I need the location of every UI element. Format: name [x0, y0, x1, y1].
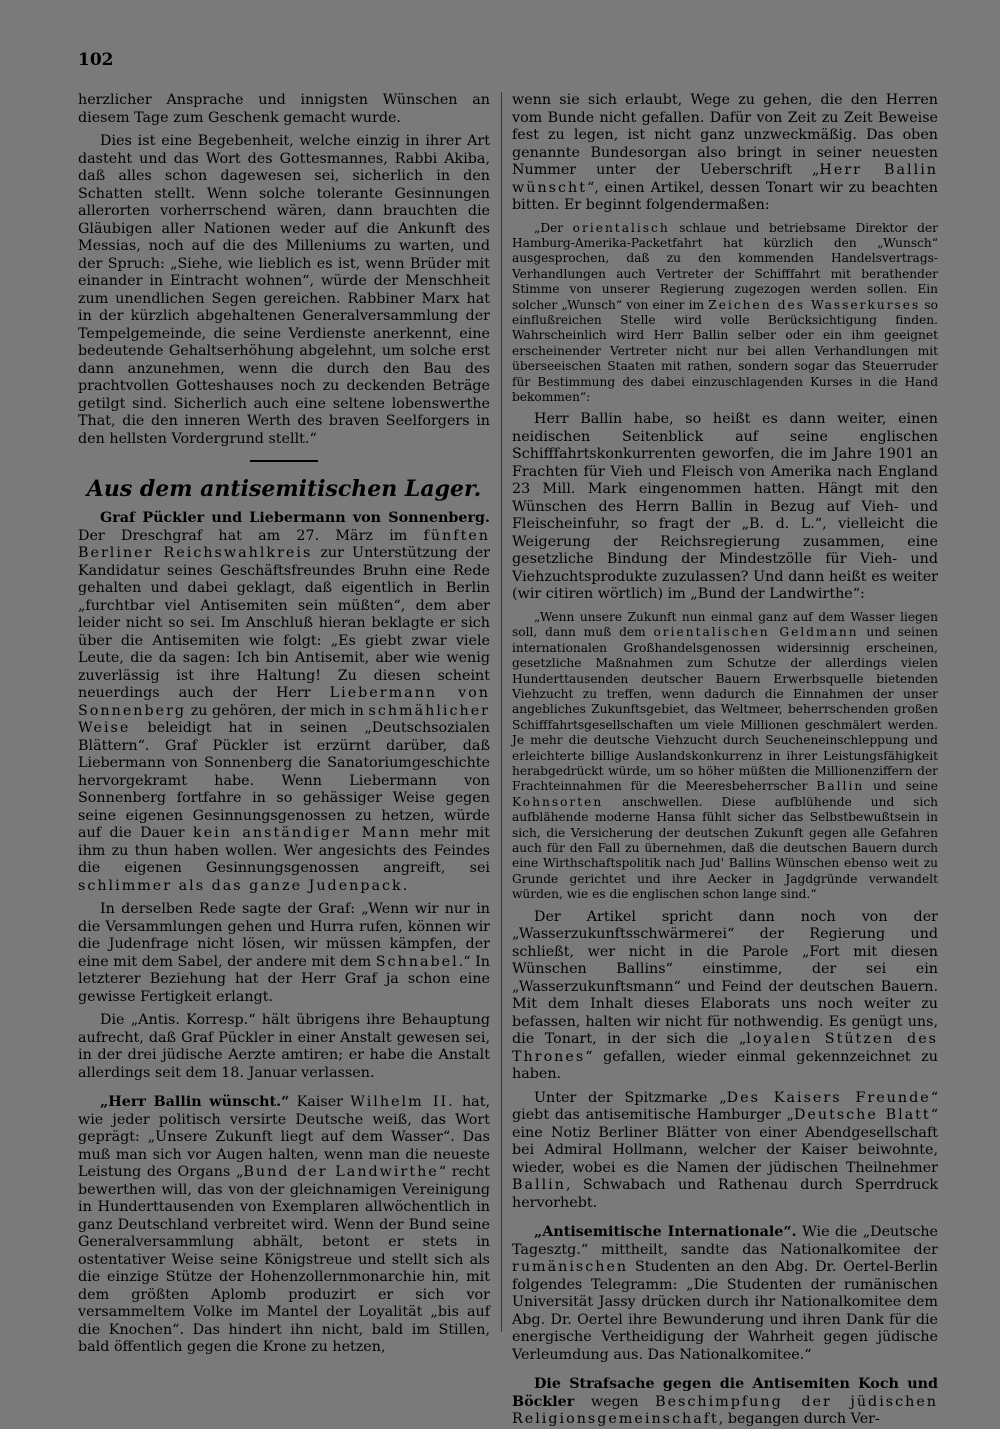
paragraph: Dies ist eine Begebenheit, welche einzig in ihrer Art dasteht und das Wort des Gottesmannes, Rabbi Akiba, daß alles schon dagewesen sei, sicherlich in den Schatten stellt. Wenn solche tolerante Gesinnungen allerorten vorherrschend wären, dann brauchten die Gläubigen aller Nationen weder auf die Ankunft des Messias, noch auf die des Milleniums zu warten, und der Spruch: „Siehe, wie lieblich es ist, wenn Brüder mit einander in Eintracht wohnen“, würde der Menschheit zum unendlichen Segen gereichen. Rabbiner Marx hat in der kürzlich abgehaltenen Generalversammlung der Tempelgemeinde, die seine Verdienste anerkennt, eine bedeutende Gehaltserhöhung abgelehnt, um solche erst dann anzunehmen, wenn die durch den Bau des prachtvollen Gotteshauses noch zu deckenden Beträge getilgt sind. Sicherlich auch eine seltene lobenswerthe That, die den inneren Werth des braven Seelforgers in den hellsten Vordergrund stellt.“ — [78, 133, 490, 447]
quotation: „Der orientalisch schlaue und betriebsame Direktor der Hamburg-Amerika-Packetfahrt hat kürzlich den „Wunsch“ ausgesprochen, daß zu den kommenden Handelsvertrags-Verhandlungen auch Vertreter der Schifffahrt mit berathender Stimme von unserer Regierung zugezogen werden sollen. Ein solcher „Wunsch“ von einer im Zeichen des Wasserkurses so einflußreichen Stelle wird volle Berücksichtigung finden. Wahrscheinlich wird Herr Ballin selber oder ein ihm geeignet erscheinender Vertreter nicht nur bei allen Verhandlungen mit überseeischen Staaten mit rathen, sondern sogar das Steuerruder für Bestimmung des dabei einzuschlagenden Kurses in die Hand bekommen“: — [512, 220, 938, 404]
right-column — [512, 92, 938, 1429]
article-strafsache: Die Strafsache gegen die Antisemiten Koch und Böckler wegen Beschimpfung der jüdischen Religionsgemeinschaft, begangen durch Ver- — [512, 1376, 938, 1428]
article-title: „Herr Ballin wünscht.“ — [100, 1094, 290, 1110]
left-column — [78, 92, 490, 1357]
article-graf-pueckler: Graf Pückler und Liebermann von Sonnenberg. Der Dreschgraf hat am 27. März im fünften Berliner Reichswahlkreis zur Unterstützung der Kandidatur seines Geschäftsfreundes Bruhn eine Rede gehalten und dabei geklagt, daß eigentlich in Berlin „furchtbar viel Antisemiten sein müßten“, dem aber leider nicht so sei. Im Anschluß hieran beklagte er sich über die Antisemiten wie folgt: „Es giebt zwar viele Leute, die da sagen: Ich bin Antisemit, aber wie wenig zuverlässig ist ihre Haltung! Zu diesen scheint neuerdings auch der Herr Liebermann von Sonnenberg zu gehören, der mich in schmählicher Weise beleidigt hat in seinen „Deutschsozialen Blättern“. Graf Pückler ist erzürnt darüber, daß Liebermann von Sonnenberg die Sanatoriumgeschichte hervorgekramt habe. Wenn Liebermann von Sonnenberg fortfahre in so gehässiger Weise gegen seine eigenen Gesinnungsgenossen zu hetzen, würde auf die Dauer kein anständiger Mann mehr mit ihm zu thun haben wollen. Wer angesichts des Feindes die eigenen Gesinnungsgenossen angreift, sei schlimmer als das ganze Judenpack. — [78, 510, 490, 894]
paragraph: Der Artikel spricht dann noch von der „Wasserzukunftsschwärmerei“ der Regierung und schließt, wer nicht in die Parole „Fort mit diesen Wünschen Ballins“ einstimme, der sei ein „Wasserzukunftsmann“ und Feind der deutschen Bauern. Mit dem Inhalt dieses Elaborats uns noch weiter zu befassen, halten wir nicht für nothwendig. Es genügt uns, die Tonart, in der sich die „loyalen Stützen des Thrones“ gefallen, wieder einmal gekennzeichnet zu haben. — [512, 908, 938, 1083]
paragraph: Unter der Spitzmarke „Des Kaisers Freunde“ giebt das antisemitische Hamburger „Deutsche Blatt“ eine Notiz Berliner Blätter von einer Abendgesellschaft bei Admiral Hollmann, welcher der Kaiser beiwohnte, wieder, wobei es die Namen der jüdischen Theilnehmer Ballin, Schwabach und Rathenau durch Sperrdruck hervorhebt. — [512, 1089, 938, 1211]
article-title: Die Strafsache gegen die Antisemiten Koch und Böckler — [512, 1376, 938, 1410]
paragraph: wenn sie sich erlaubt, Wege zu gehen, die den Herren vom Bunde nicht gefallen. Dafür von Zeit zu Zeit Beweise fest zu legen, ist nicht ganz unzweckmäßig. Das oben genannte Bundesorgan also bringt in seiner neuesten Nummer unter der Ueberschrift „Herr Ballin wünscht“, einen Artikel, dessen Tonart wir zu beachten bitten. Er beginnt folgendermaßen: — [512, 92, 938, 213]
section-divider — [250, 460, 318, 462]
section-heading: Aus dem antisemitischen Lager. — [86, 476, 482, 502]
quotation: „Wenn unsere Zukunft nun einmal ganz auf dem Wasser liegen soll, dann muß dem orientalischen Geldmann und seinen internationalen Großhandelsgenossen widersinnig erscheinen, gesetzliche Maßnahmen zum Schutze der allerdings vielen Hunderttausenden deutscher Bauern Erwerbsquelle bietenden Viehzucht zu treffen, wenn dadurch die Einnahmen der unser angebliches Zukunftsgebiet, das Weltmeer, beherrschenden großen Schifffahrtsgesellschaften um viele Millionen geschmälert werden. Je mehr die deutsche Viehzucht durch Seucheneinschleppung und erleichterte billige Auslandskonkurrenz in ihrer Leistungsfähigkeit herabgedrückt würde, um so höher müßten die Millionenziffern der Frachteinnahmen für die Meeresbeherrscher Ballin und seine Kohnsorten anschwellen. Diese aufblühende und sich aufblähende moderne Hansa fühlt sicher das Selbstbewußtsein in sich, die Versicherung der deutschen Zukunft gegen alle Gefahren auch für den Fall zu übernehmen, daß die deutschen Bauern durch eine Wirthschaftspolitik nach Jud' Ballins Wünschen ebenso weit zu Grunde gerichtet und ihre Aecker in Jagdgründe verwandelt würden, wie es die englischen schon lange sind.“ — [512, 609, 938, 902]
article-herr-ballin: „Herr Ballin wünscht.“ Kaiser Wilhelm II. hat, wie jeder politisch versirte Deutsche weiß, das Wort geprägt: „Unsere Zukunft liegt auf dem Wasser“. Das muß man sich vor Augen halten, wenn man die neueste Leistung des Organs „Bund der Landwirthe“ recht bewerthen will, das von der gleichnamigen Vereinigung in Hunderttausenden von Exemplaren allwöchentlich in ganz Deutschland verbreitet wird. Wenn der Bund seine Generalversammlung abhält, betont er stets in ostentativer Weise seine Königstreue und stellt sich als die einzige Stütze der Hohenzollernmonarchie hin, mit dem größten Aplomb produzirt er sich vor versammeltem Volke im Mantel der Loyalität „bis auf die Knochen“. Das hindert ihn nicht, bald im Stillen, bald öffentlich gegen die Krone zu hetzen, — [78, 1094, 491, 1355]
paragraph: herzlicher Ansprache und innigsten Wünschen an diesem Tage zum Geschenk gemacht wurde. — [78, 92, 490, 126]
column-divider — [501, 92, 502, 1332]
article-title: „Antisemitische Internationale“. — [534, 1224, 797, 1241]
article-antisemitische-internationale: „Antisemitische Internationale“. Wie die „Deutsche Tagesztg.“ mittheilt, sandte das Nationalkomitee der rumänischen Studenten an den Abg. Dr. Oertel-Berlin folgendes Telegramm: „Die Studenten der rumänischen Universität Jassy drücken durch ihr Nationalkomitee dem Abg. Dr. Oertel ihre Bewunderung und ihren Dank für die energische Vertheidigung der Wahrheit gegen jüdische Verleumdung aus. Das Nationalkomitee.“ — [512, 1224, 939, 1363]
paragraph: Herr Ballin habe, so heißt es dann weiter, einen neidischen Seitenblick auf seine englischen Schifffahrtskonkurrenten geworfen, die im Jahre 1901 an Frachten für Vieh und Fleisch von Amerika nach England 23 Mill. Mark eingenommen hatten. Hängt mit den Wünschen des Herrn Ballin in Bezug auf Vieh- und Fleischeinfuhr, so fragt der „B. d. L.“, vielleicht die Weigerung der Reichsregierung zusammen, eine gesetzliche Bindung der Mindestzölle für Vieh- und Viehzuchtsprodukte zuzulassen? Und dann heißt es weiter (wir citiren wörtlich) im „Bund der Landwirthe“: — [512, 411, 938, 603]
paragraph: Die „Antis. Korresp.“ hält übrigens ihre Behauptung aufrecht, daß Graf Pückler in einer Anstalt gewesen sei, in der drei jüdische Aerzte amtiren; er habe die Anstalt allerdings seit dem 18. Januar verlassen. — [78, 1012, 490, 1081]
article-title: Graf Pückler und Liebermann von Sonnenberg. — [100, 510, 490, 526]
paragraph: In derselben Rede sagte der Graf: „Wenn wir nur in die Versammlungen gehen und Hurra rufen, können wir die Judenfrage nicht lösen, wir müssen kämpfen, der eine mit dem Sabel, der andere mit dem Schnabel.“ In letzterer Beziehung hat der Herr Graf ja schon eine gewisse Fertigkeit erlangt. — [78, 901, 490, 1005]
page-number: 102 — [78, 50, 114, 70]
